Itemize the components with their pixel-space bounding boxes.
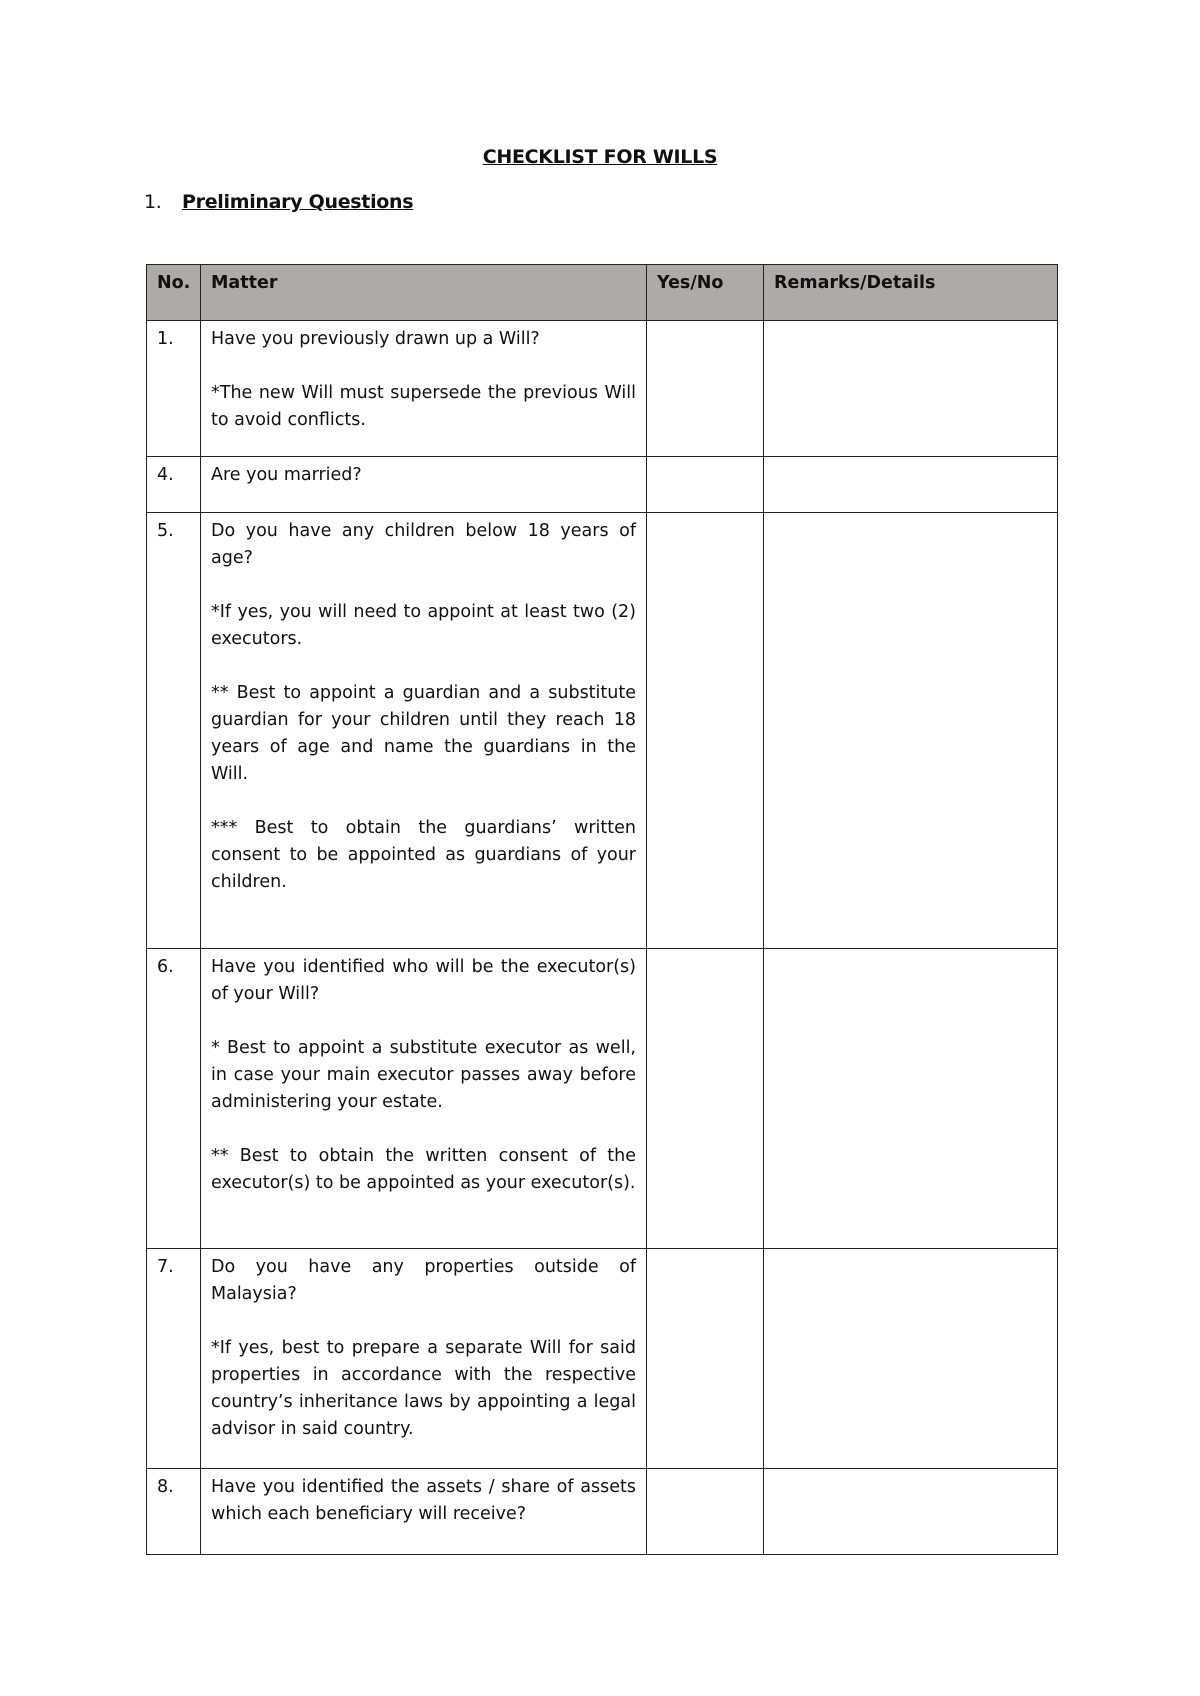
table-row — [147, 1469, 1058, 1555]
row-number: 6. — [147, 949, 201, 1249]
row-number: 4. — [147, 457, 201, 513]
matter-cell — [201, 513, 647, 949]
yes-no-cell[interactable] — [647, 1469, 764, 1555]
remarks-cell[interactable] — [764, 513, 1058, 949]
header-row — [147, 265, 1058, 321]
table-row — [147, 513, 1058, 949]
section-title: Preliminary Questions — [182, 191, 414, 213]
matter-cell — [201, 1249, 647, 1469]
header-matter: Matter — [201, 265, 647, 321]
table-row — [147, 457, 1058, 513]
matter-question: Do you have any properties outside of Malaysia? — [211, 1257, 636, 1304]
section-number: 1. — [144, 191, 162, 213]
matter-note: ** Best to appoint a guardian and a substitute guardian for your children until they reach 18 years of age and name the guardians in the Will. — [211, 683, 636, 784]
matter-cell — [201, 321, 647, 457]
matter-question: Do you have any children below 18 years of age? — [211, 521, 636, 568]
matter-question: Are you married? — [211, 465, 362, 485]
matter-question: Have you identified who will be the executor(s) of your Will? — [211, 957, 636, 1004]
matter-question: Have you identified the assets / share of assets which each beneficiary will receive? — [211, 1477, 636, 1524]
checklist-table — [146, 264, 1058, 1555]
matter-note: * Best to appoint a substitute executor as well, in case your main executor passes away before administering your estate. — [211, 1038, 636, 1112]
remarks-cell[interactable] — [764, 1249, 1058, 1469]
yes-no-cell[interactable] — [647, 949, 764, 1249]
section-heading — [144, 191, 413, 213]
matter-note: ** Best to obtain the written consent of the executor(s) to be appointed as your executor(s). — [211, 1146, 636, 1193]
remarks-cell[interactable] — [764, 949, 1058, 1249]
header-yes-no: Yes/No — [647, 265, 764, 321]
header-remarks: Remarks/Details — [764, 265, 1058, 321]
yes-no-cell[interactable] — [647, 321, 764, 457]
remarks-cell[interactable] — [764, 1469, 1058, 1555]
remarks-cell[interactable] — [764, 321, 1058, 457]
matter-cell — [201, 457, 647, 513]
header-no: No. — [147, 265, 201, 321]
matter-question: Have you previously drawn up a Will? — [211, 329, 540, 349]
matter-note: *The new Will must supersede the previous Will to avoid conflicts. — [211, 383, 636, 430]
matter-note: *If yes, you will need to appoint at least two (2) executors. — [211, 602, 636, 649]
yes-no-cell[interactable] — [647, 457, 764, 513]
yes-no-cell[interactable] — [647, 513, 764, 949]
matter-note: *If yes, best to prepare a separate Will for said properties in accordance with the respective country’s inheritance laws by appointing a legal advisor in said country. — [211, 1338, 636, 1439]
row-number: 1. — [147, 321, 201, 457]
row-number: 8. — [147, 1469, 201, 1555]
table-row — [147, 949, 1058, 1249]
yes-no-cell[interactable] — [647, 1249, 764, 1469]
table-row — [147, 321, 1058, 457]
row-number: 5. — [147, 513, 201, 949]
matter-cell — [201, 949, 647, 1249]
matter-cell — [201, 1469, 647, 1555]
table-row — [147, 1249, 1058, 1469]
matter-note: *** Best to obtain the guardians’ written consent to be appointed as guardians of your children. — [211, 818, 636, 892]
remarks-cell[interactable] — [764, 457, 1058, 513]
row-number: 7. — [147, 1249, 201, 1469]
table-body — [147, 321, 1058, 1555]
document-title: CHECKLIST FOR WILLS — [482, 146, 718, 168]
